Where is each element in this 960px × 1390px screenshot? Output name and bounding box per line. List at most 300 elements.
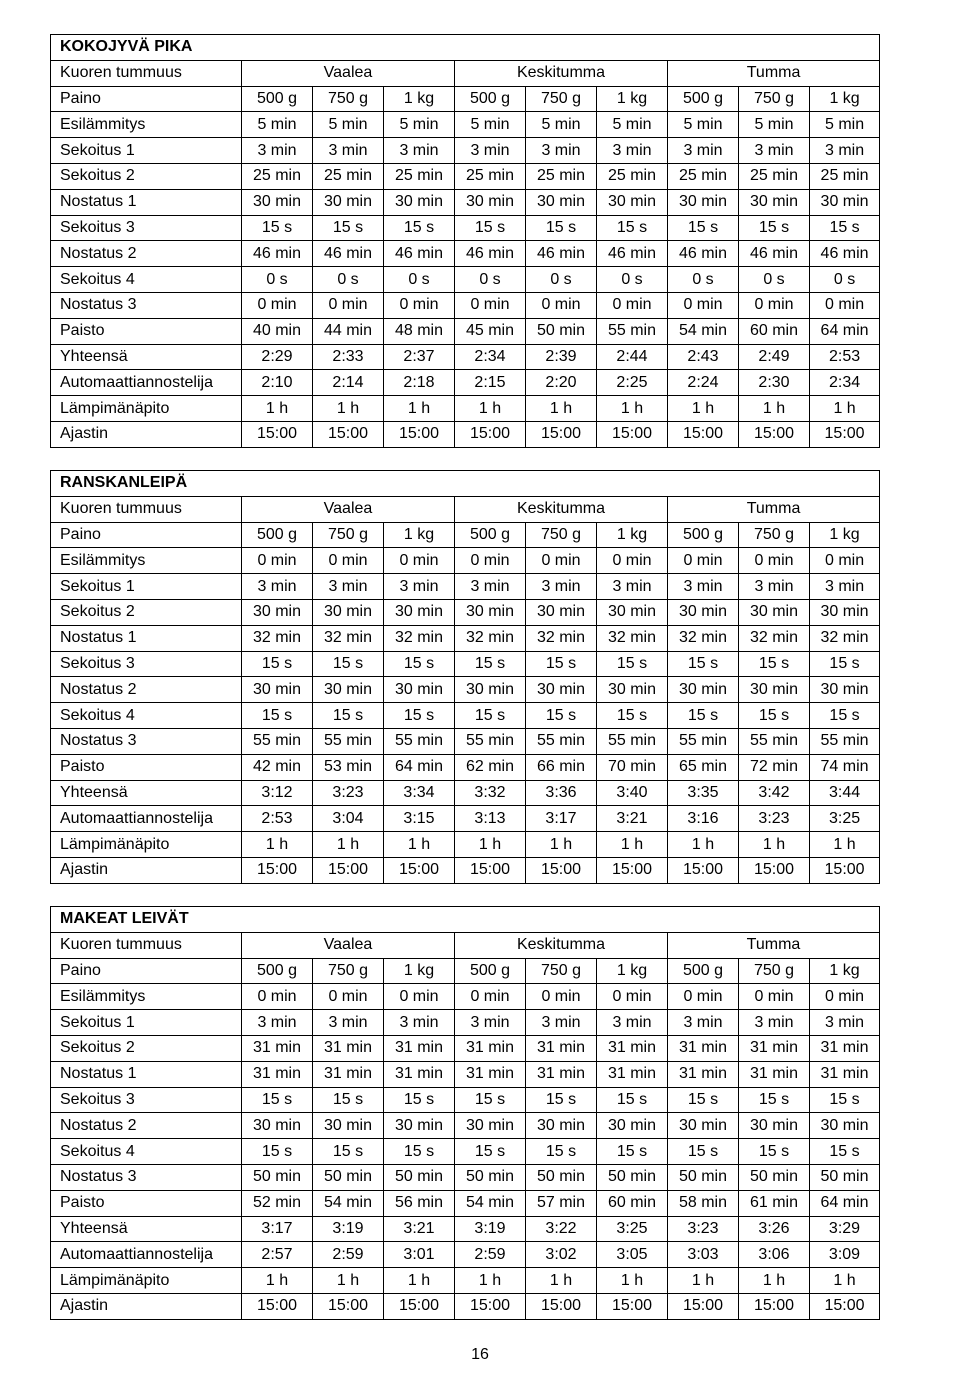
table-cell: 1 h [668, 396, 739, 422]
table-cell: 0 min [668, 548, 739, 574]
table-cell: 1 h [810, 1268, 880, 1294]
table-cell: 1 h [810, 832, 880, 858]
table-title: MAKEAT LEIVÄT [51, 907, 880, 933]
table-cell: 15:00 [313, 1293, 384, 1319]
row-label: Esilämmitys [51, 984, 242, 1010]
table-cell: 3:02 [526, 1242, 597, 1268]
table-cell: 3 min [384, 574, 455, 600]
table-cell: 55 min [668, 728, 739, 754]
table-cell: 31 min [739, 1035, 810, 1061]
table-row [51, 574, 880, 600]
row-label: Paisto [51, 1190, 242, 1216]
row-label: Sekoitus 1 [51, 138, 242, 164]
table-cell: 54 min [668, 318, 739, 344]
table-cell: 5 min [455, 112, 526, 138]
table-cell: 2:37 [384, 344, 455, 370]
row-label: Nostatus 3 [51, 728, 242, 754]
table-cell: 0 min [810, 548, 880, 574]
table-cell: 2:39 [526, 344, 597, 370]
table-cell: 15 s [739, 1087, 810, 1113]
table-cell: 61 min [739, 1190, 810, 1216]
table-cell: 1 kg [597, 86, 668, 112]
table-cell: 30 min [668, 1113, 739, 1139]
table-cell: 64 min [810, 1190, 880, 1216]
table-cell: 1 h [597, 1268, 668, 1294]
table-cell: 25 min [597, 163, 668, 189]
table-cell: 3:19 [313, 1216, 384, 1242]
table-cell: 15:00 [455, 857, 526, 883]
table-cell: 500 g [242, 958, 313, 984]
table-cell: 15:00 [739, 1293, 810, 1319]
table-cell: 3:03 [668, 1242, 739, 1268]
table-cell: 15 s [384, 1139, 455, 1165]
table-cell: 3 min [739, 574, 810, 600]
table-row [51, 396, 880, 422]
table-cell: 31 min [455, 1035, 526, 1061]
table-cell: 0 s [384, 267, 455, 293]
row-label: Sekoitus 1 [51, 574, 242, 600]
table-cell: 52 min [242, 1190, 313, 1216]
table-cell: 750 g [313, 86, 384, 112]
table-cell: 46 min [455, 241, 526, 267]
table-cell: 30 min [739, 1113, 810, 1139]
table-cell: 30 min [455, 677, 526, 703]
row-label: Automaattiannostelija [51, 806, 242, 832]
table-row [51, 1190, 880, 1216]
table-cell: 32 min [668, 625, 739, 651]
table-cell: 31 min [313, 1061, 384, 1087]
table-cell: 30 min [810, 677, 880, 703]
table-cell: 46 min [739, 241, 810, 267]
table-cell: 5 min [313, 112, 384, 138]
bread-program-table-ranskanleipa [50, 470, 880, 884]
table-row [51, 754, 880, 780]
table-cell: 15 s [597, 215, 668, 241]
table-row [51, 1164, 880, 1190]
table-row [51, 857, 880, 883]
table-cell: 15 s [668, 651, 739, 677]
table-row [51, 728, 880, 754]
table-cell: 2:18 [384, 370, 455, 396]
table-cell: 5 min [384, 112, 455, 138]
table-row [51, 548, 880, 574]
table-cell: 15:00 [810, 1293, 880, 1319]
table-cell: 1 h [242, 832, 313, 858]
table-cell: 3 min [597, 574, 668, 600]
table-cell: 0 min [313, 292, 384, 318]
table-row [51, 1216, 880, 1242]
table-cell: 1 h [384, 396, 455, 422]
table-cell: 31 min [384, 1061, 455, 1087]
table-cell: 15:00 [526, 1293, 597, 1319]
table-cell: 5 min [668, 112, 739, 138]
table-cell: 1 h [455, 396, 526, 422]
table-cell: 2:43 [668, 344, 739, 370]
table-cell: 30 min [526, 189, 597, 215]
row-label: Automaattiannostelija [51, 370, 242, 396]
table-cell: 1 h [739, 1268, 810, 1294]
row-label: Ajastin [51, 421, 242, 447]
table-cell: 2:15 [455, 370, 526, 396]
table-cell: 3 min [384, 138, 455, 164]
table-cell: 3 min [455, 574, 526, 600]
table-cell: 42 min [242, 754, 313, 780]
table-cell: 30 min [739, 599, 810, 625]
crust-darkness-row [51, 60, 880, 86]
row-label: Automaattiannostelija [51, 1242, 242, 1268]
table-cell: 30 min [242, 599, 313, 625]
table-cell: 3 min [739, 1010, 810, 1036]
crust-group-header: Vaalea [242, 932, 455, 958]
table-cell: 1 h [384, 832, 455, 858]
table-cell: 15:00 [526, 857, 597, 883]
table-cell: 15 s [313, 651, 384, 677]
table-cell: 5 min [242, 112, 313, 138]
table-row [51, 370, 880, 396]
table-cell: 0 min [526, 984, 597, 1010]
table-cell: 15 s [597, 651, 668, 677]
table-cell: 30 min [455, 189, 526, 215]
table-row [51, 984, 880, 1010]
table-row [51, 189, 880, 215]
table-cell: 50 min [739, 1164, 810, 1190]
table-cell: 3:16 [668, 806, 739, 832]
row-label: Nostatus 3 [51, 292, 242, 318]
table-cell: 500 g [668, 958, 739, 984]
table-title: KOKOJYVÄ PIKA [51, 35, 880, 61]
table-cell: 2:53 [810, 344, 880, 370]
table-cell: 3 min [810, 1010, 880, 1036]
table-cell: 15:00 [668, 1293, 739, 1319]
table-cell: 0 s [455, 267, 526, 293]
table-cell: 31 min [668, 1035, 739, 1061]
table-cell: 3:23 [739, 806, 810, 832]
crust-group-header: Keskitumma [455, 932, 668, 958]
table-cell: 15 s [739, 703, 810, 729]
table-cell: 15 s [668, 1139, 739, 1165]
table-cell: 15:00 [242, 857, 313, 883]
table-cell: 30 min [313, 1113, 384, 1139]
row-label: Sekoitus 2 [51, 599, 242, 625]
table-cell: 0 min [455, 984, 526, 1010]
table-cell: 15:00 [526, 421, 597, 447]
table-cell: 750 g [526, 958, 597, 984]
table-cell: 0 min [313, 548, 384, 574]
table-cell: 15 s [242, 215, 313, 241]
table-cell: 32 min [384, 625, 455, 651]
table-row [51, 241, 880, 267]
table-cell: 1 h [455, 1268, 526, 1294]
table-cell: 15 s [739, 1139, 810, 1165]
row-label: Ajastin [51, 857, 242, 883]
table-cell: 15 s [384, 1087, 455, 1113]
row-label: Sekoitus 3 [51, 651, 242, 677]
table-cell: 3:19 [455, 1216, 526, 1242]
table-cell: 3:44 [810, 780, 880, 806]
table-cell: 1 h [313, 832, 384, 858]
table-row [51, 421, 880, 447]
table-cell: 31 min [242, 1035, 313, 1061]
row-label: Sekoitus 2 [51, 163, 242, 189]
table-cell: 3:04 [313, 806, 384, 832]
table-row [51, 1113, 880, 1139]
table-cell: 30 min [313, 677, 384, 703]
table-row [51, 625, 880, 651]
table-cell: 1 h [313, 396, 384, 422]
table-cell: 25 min [455, 163, 526, 189]
table-cell: 15:00 [739, 421, 810, 447]
row-label: Nostatus 1 [51, 625, 242, 651]
row-label: Nostatus 2 [51, 677, 242, 703]
table-cell: 55 min [810, 728, 880, 754]
table-cell: 0 min [668, 984, 739, 1010]
table-cell: 30 min [526, 599, 597, 625]
table-cell: 3:01 [384, 1242, 455, 1268]
table-cell: 1 h [313, 1268, 384, 1294]
table-cell: 0 min [597, 984, 668, 1010]
table-cell: 25 min [668, 163, 739, 189]
table-cell: 1 kg [810, 522, 880, 548]
table-cell: 15:00 [668, 857, 739, 883]
table-cell: 15:00 [313, 421, 384, 447]
table-cell: 3 min [242, 138, 313, 164]
table-cell: 3:15 [384, 806, 455, 832]
table-cell: 15 s [313, 215, 384, 241]
table-cell: 30 min [597, 677, 668, 703]
table-cell: 1 h [526, 396, 597, 422]
table-cell: 32 min [597, 625, 668, 651]
row-label: Sekoitus 4 [51, 267, 242, 293]
crust-darkness-row [51, 496, 880, 522]
table-cell: 15:00 [242, 1293, 313, 1319]
table-cell: 0 min [242, 292, 313, 318]
table-cell: 1 kg [384, 86, 455, 112]
table-cell: 53 min [313, 754, 384, 780]
table-cell: 3 min [597, 138, 668, 164]
row-label: Sekoitus 4 [51, 703, 242, 729]
table-cell: 15 s [455, 1139, 526, 1165]
table-row [51, 215, 880, 241]
table-cell: 31 min [810, 1061, 880, 1087]
table-cell: 30 min [455, 1113, 526, 1139]
table-cell: 50 min [313, 1164, 384, 1190]
table-cell: 1 h [242, 1268, 313, 1294]
table-cell: 3:32 [455, 780, 526, 806]
table-cell: 15 s [455, 651, 526, 677]
table-cell: 25 min [313, 163, 384, 189]
table-cell: 56 min [384, 1190, 455, 1216]
table-cell: 3:34 [384, 780, 455, 806]
table-cell: 15 s [810, 1139, 880, 1165]
table-cell: 15:00 [384, 857, 455, 883]
table-cell: 0 min [739, 984, 810, 1010]
table-cell: 3 min [810, 138, 880, 164]
table-cell: 25 min [526, 163, 597, 189]
table-row [51, 344, 880, 370]
table-cell: 750 g [313, 958, 384, 984]
table-cell: 50 min [384, 1164, 455, 1190]
table-cell: 55 min [597, 728, 668, 754]
table-cell: 1 kg [810, 958, 880, 984]
table-cell: 1 h [526, 832, 597, 858]
table-cell: 30 min [810, 599, 880, 625]
table-cell: 30 min [810, 189, 880, 215]
table-cell: 55 min [597, 318, 668, 344]
table-cell: 2:57 [242, 1242, 313, 1268]
table-cell: 15:00 [597, 1293, 668, 1319]
row-label: Lämpimänäpito [51, 832, 242, 858]
table-cell: 46 min [810, 241, 880, 267]
table-cell: 32 min [739, 625, 810, 651]
row-label: Esilämmitys [51, 112, 242, 138]
crust-group-header: Tumma [668, 60, 880, 86]
table-cell: 0 min [384, 292, 455, 318]
table-cell: 0 s [242, 267, 313, 293]
table-cell: 500 g [242, 522, 313, 548]
table-cell: 15 s [384, 651, 455, 677]
table-cell: 3 min [455, 138, 526, 164]
table-cell: 15 s [313, 1139, 384, 1165]
table-cell: 30 min [739, 677, 810, 703]
table-cell: 30 min [384, 189, 455, 215]
table-cell: 3:09 [810, 1242, 880, 1268]
table-cell: 0 min [739, 548, 810, 574]
table-row [51, 112, 880, 138]
table-cell: 0 min [526, 292, 597, 318]
table-cell: 57 min [526, 1190, 597, 1216]
table-cell: 1 h [597, 832, 668, 858]
table-title-row [51, 471, 880, 497]
row-label: Nostatus 2 [51, 241, 242, 267]
table-cell: 1 h [242, 396, 313, 422]
table-row [51, 522, 880, 548]
row-label: Sekoitus 3 [51, 215, 242, 241]
table-cell: 1 h [668, 832, 739, 858]
table-cell: 15 s [739, 651, 810, 677]
table-row [51, 832, 880, 858]
table-cell: 15 s [242, 1087, 313, 1113]
table-cell: 31 min [242, 1061, 313, 1087]
table-cell: 15:00 [810, 857, 880, 883]
table-cell: 15:00 [455, 1293, 526, 1319]
table-row [51, 86, 880, 112]
table-cell: 15:00 [597, 857, 668, 883]
table-cell: 750 g [739, 522, 810, 548]
table-cell: 15:00 [810, 421, 880, 447]
table-cell: 2:29 [242, 344, 313, 370]
table-cell: 15 s [526, 1087, 597, 1113]
table-cell: 30 min [242, 677, 313, 703]
table-cell: 1 h [810, 396, 880, 422]
row-label: Sekoitus 3 [51, 1087, 242, 1113]
table-cell: 500 g [668, 86, 739, 112]
row-label: Esilämmitys [51, 548, 242, 574]
table-cell: 32 min [455, 625, 526, 651]
table-row [51, 780, 880, 806]
table-cell: 66 min [526, 754, 597, 780]
table-cell: 5 min [739, 112, 810, 138]
table-row [51, 677, 880, 703]
page-number: 16 [471, 1346, 489, 1363]
table-cell: 0 min [597, 548, 668, 574]
row-label: Lämpimänäpito [51, 396, 242, 422]
row-label: Kuoren tummuus [51, 60, 242, 86]
table-cell: 2:24 [668, 370, 739, 396]
row-label: Nostatus 1 [51, 189, 242, 215]
table-row [51, 1139, 880, 1165]
table-cell: 0 min [242, 984, 313, 1010]
table-cell: 15 s [597, 1139, 668, 1165]
table-cell: 30 min [313, 599, 384, 625]
table-cell: 55 min [526, 728, 597, 754]
table-cell: 15 s [668, 1087, 739, 1113]
table-cell: 30 min [739, 189, 810, 215]
table-cell: 1 h [739, 396, 810, 422]
table-cell: 3:26 [739, 1216, 810, 1242]
table-cell: 1 h [455, 832, 526, 858]
table-cell: 45 min [455, 318, 526, 344]
table-cell: 1 h [668, 1268, 739, 1294]
table-cell: 3:42 [739, 780, 810, 806]
table-cell: 70 min [597, 754, 668, 780]
row-label: Nostatus 2 [51, 1113, 242, 1139]
table-cell: 500 g [455, 86, 526, 112]
row-label: Paisto [51, 754, 242, 780]
table-cell: 15:00 [455, 421, 526, 447]
table-cell: 50 min [526, 1164, 597, 1190]
table-cell: 30 min [384, 677, 455, 703]
table-cell: 64 min [384, 754, 455, 780]
table-cell: 62 min [455, 754, 526, 780]
row-label: Ajastin [51, 1293, 242, 1319]
table-cell: 15 s [526, 703, 597, 729]
table-cell: 31 min [526, 1035, 597, 1061]
table-cell: 15 s [526, 215, 597, 241]
table-cell: 50 min [242, 1164, 313, 1190]
table-cell: 2:49 [739, 344, 810, 370]
table-cell: 15:00 [242, 421, 313, 447]
table-cell: 1 kg [597, 958, 668, 984]
table-cell: 55 min [739, 728, 810, 754]
table-cell: 0 s [313, 267, 384, 293]
table-cell: 2:10 [242, 370, 313, 396]
table-cell: 500 g [668, 522, 739, 548]
row-label: Nostatus 3 [51, 1164, 242, 1190]
table-cell: 15 s [384, 703, 455, 729]
row-label: Sekoitus 4 [51, 1139, 242, 1165]
table-cell: 3 min [313, 574, 384, 600]
table-cell: 0 min [810, 984, 880, 1010]
row-label: Kuoren tummuus [51, 932, 242, 958]
table-cell: 3 min [668, 574, 739, 600]
table-cell: 32 min [313, 625, 384, 651]
table-cell: 0 min [384, 984, 455, 1010]
table-cell: 46 min [526, 241, 597, 267]
table-cell: 32 min [810, 625, 880, 651]
table-cell: 46 min [668, 241, 739, 267]
table-cell: 750 g [739, 86, 810, 112]
table-cell: 3 min [526, 1010, 597, 1036]
table-cell: 500 g [455, 522, 526, 548]
table-cell: 5 min [810, 112, 880, 138]
bread-program-table-kokojyva-pika [50, 34, 880, 448]
table-cell: 3:05 [597, 1242, 668, 1268]
row-label: Paisto [51, 318, 242, 344]
table-cell: 3:23 [668, 1216, 739, 1242]
table-cell: 3:21 [384, 1216, 455, 1242]
table-cell: 500 g [242, 86, 313, 112]
table-cell: 32 min [526, 625, 597, 651]
